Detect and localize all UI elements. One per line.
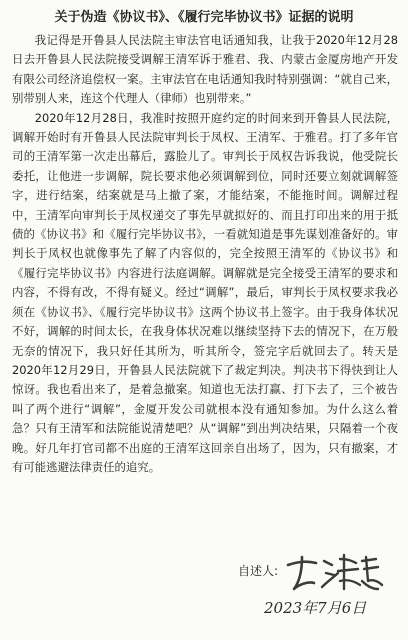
paragraph-2: 2020年12月28日，我准时按照开庭约定的时间来到开鲁县人民法院，调解开始时有开鲁县人民法院审判长于凤权、王清军、于雅君。打了多年官司的王清军第一次走出幕后，露脸儿了。审判长于凤权告诉我说，他受院长委托，让他进一步调解，院长要求他必须调解到位，同时还要立刻就调解签字，进行结案，结案就是马上撤了案，才能结案，不能拖时间。调解过程中，王清军向审判长于凤权递交了事先早就拟好的、而且打印出来的用于抵债的《协议书》和《履行完毕协议书》，一看就知道是事先谋划准备好的。审判长于凤权也就像事先了解了内容似的，完全按照王清军的《协议书》和《履行完毕协议书》内容进行法庭调解。调解就是完全接受王清军的要求和内容，不得有改，不得有疑义。经过“调解”，最后，审判长于凤权要求我必须在《协议书》、《履行完毕协议书》这两个协议书上签字。由于我身体状况不好，调解的时间太长，在我身体状况难以继续坚持下去的情况下，在万般无奈的情况下，我只好任其所为，听其所令，签完字后就回去了。转天是2020年12月29日，开鲁县人民法院就下了裁定判决。判决书下得快到让人惊讶。我也看出来了，是着急撤案。知道也无法打赢、打下去了，三个被告叫了两个进行“调解”，金厦开发公司就根本没有通知参加。为什么这么着急？只有王清军和法院能说清楚吧？从“调解”到出判决结果，只隔着一个夜晚。好几年打官司都不出庭的王清军这回亲自出场了，因为，只有撤案，才有可能逃避法律责任的追究。 — [12, 110, 398, 474]
signature-block — [228, 553, 398, 633]
document-title: 关于伪造《协议书》、《履行完毕协议书》证据的说明 — [54, 10, 354, 25]
paragraph-1: 我记得是开鲁县人民法院主审法官电话通知我，让我于2020年12月28日去开鲁县人民法院接受调解王清军诉于雅君、我、内蒙古金厦房地产开发有限公司经济追偿权一案。主审法官在电话通知我时特别强调：“就自己来，别带别人来，连这个代理人（律师）也别带来。” — [12, 33, 398, 106]
document-body — [12, 31, 398, 477]
signer-label: 自述人: — [238, 564, 279, 578]
handwritten-signature — [278, 551, 388, 593]
signature-date: 2023年7月6日 — [264, 599, 367, 617]
